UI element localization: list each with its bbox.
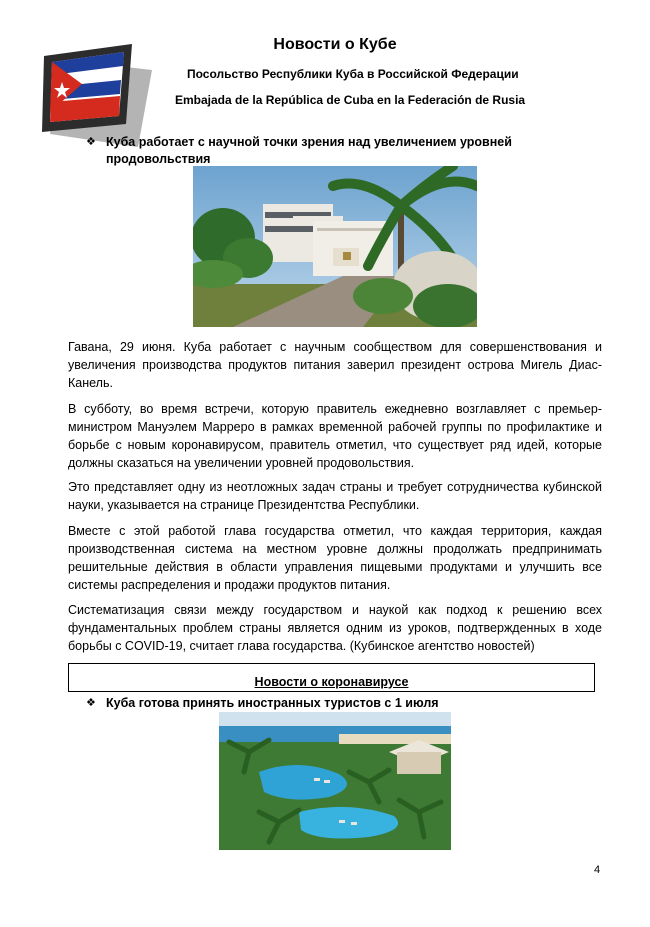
article2-headline-text: Куба готова принять иностранных туристов с 1 июля — [106, 696, 439, 710]
article1-paragraph-3: Это представляет одну из неотложных задач страны и требует сотрудничества кубинской науки, указывается на странице Президентства Республики. — [68, 480, 602, 512]
bullet-diamond-icon: ❖ — [86, 136, 96, 148]
article1-paragraph-5: Систематизация связи между государством и наукой как подход к решению всех фундаментальных проблем страны является одним из уроков, подтвержденных в ходе борьбы с COVID-19, считает глава государства. (Кубинское агентство новостей) — [68, 603, 602, 653]
page-number: 4 — [594, 864, 601, 876]
subtitle-ru: Посольство Республики Куба в Российской Федерации — [187, 67, 519, 81]
page-title: Новости о Кубе — [273, 36, 397, 53]
article1-paragraph-4: Вместе с этой работой глава государства отметил, что каждая территория, каждая производственная система на местном уровне должны продолжать предпринимать решительные действия в области управления пищевыми продуктами и улучшить все системы распределения и продажи продуктов питания. — [68, 524, 602, 592]
bullet-diamond-icon: ❖ — [86, 697, 96, 709]
article1-paragraph-1: Гавана, 29 июня. Куба работает с научным сообществом для совершенствования и увеличения производства продуктов питания заверил президент острова Мигель Диас-Канель. — [68, 340, 602, 390]
subtitle-es: Embajada de la República de Cuba en la Federación de Rusia — [175, 93, 526, 107]
article1-paragraph-2: В субботу, во время встречи, которую правитель ежедневно возглавляет с премьер-министром Мануэлем Марреро в рамках временной рабочей группы по профилактике и борьбе с новым коронавирусом, правитель отметил, что существует ряд идей, которые должны сказаться на увеличении уровней продовольствия. — [68, 402, 602, 470]
section-header-label: Новости о коронавирусе — [254, 675, 409, 689]
article1-headline — [86, 134, 576, 168]
section-header-box — [68, 663, 595, 692]
building-photo — [193, 166, 477, 327]
resort-photo — [219, 712, 451, 850]
article2-headline — [86, 695, 586, 712]
article1-headline-text: Куба работает с научной точки зрения над увеличением уровней продовольствия — [106, 135, 512, 166]
